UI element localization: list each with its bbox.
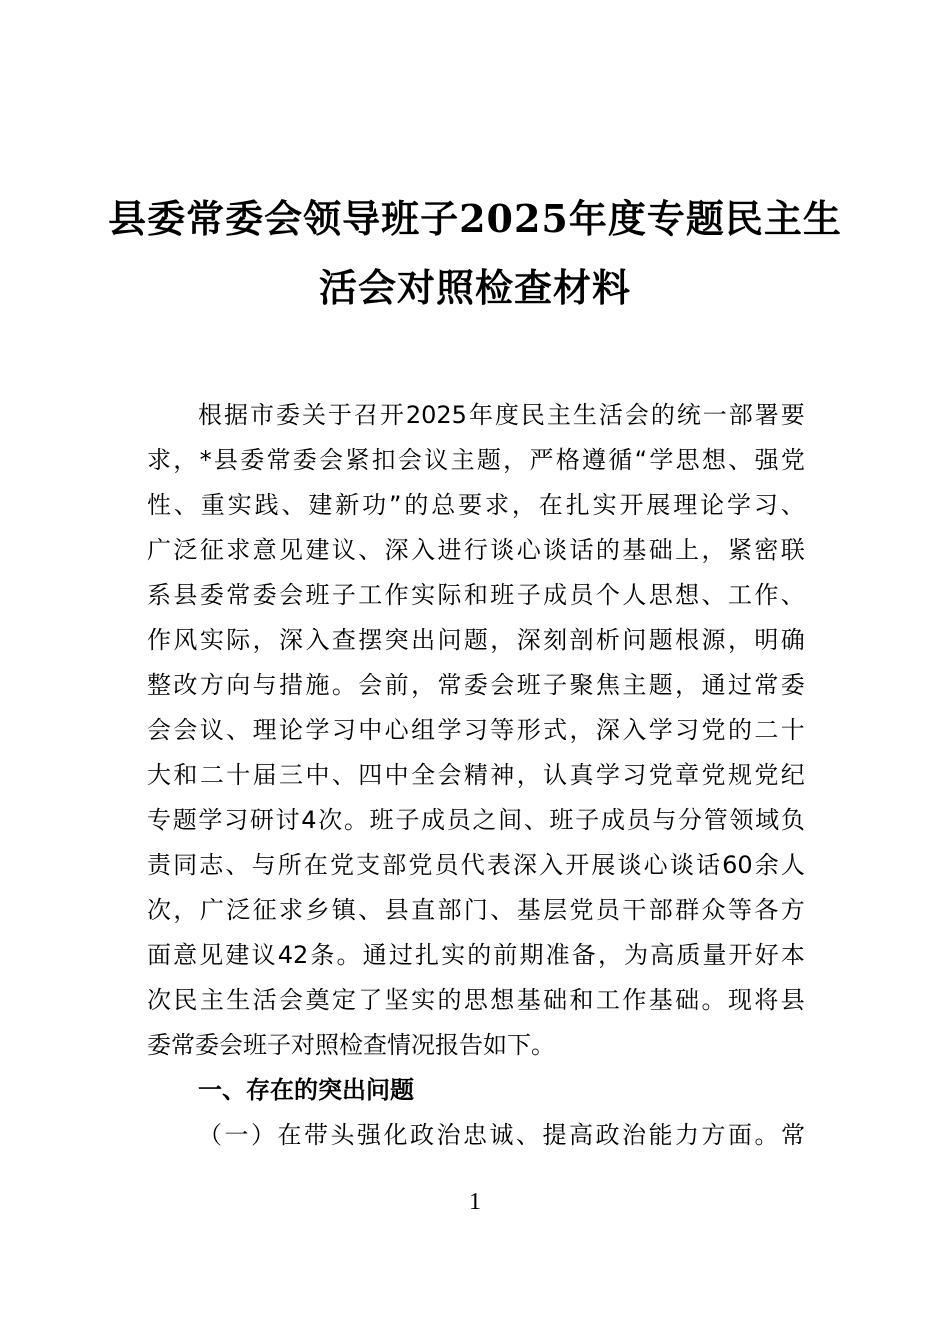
document-body xyxy=(147,393,805,1158)
paragraph-line: 会 会 议 、 理 论 学 习 中 心 组 学 习 等 形 式 ， 深 入 学 习 党 的 二 十 xyxy=(147,716,805,744)
page-number: 1 xyxy=(469,1189,481,1215)
paragraph-line: 委常委会班子对照检查情况报告如下。 xyxy=(147,1031,555,1059)
paragraph-line: 专 题 学 习 研 讨 4 次 。 班 子 成 员 之 间 、 班 子 成 员 与 分 管 领 域 负 xyxy=(147,806,805,834)
paragraph-line: 次 民 主 生 活 会 奠 定 了 坚 实 的 思 想 基 础 和 工 作 基 础 。 现 将 县 xyxy=(147,986,805,1014)
paragraph-line: 根 据 市 委 关 于 召 开 2025 年 度 民 主 生 活 会 的 统 一 部 署 要 xyxy=(198,401,805,429)
paragraph-line: 广 泛 征 求 意 见 建 议 、 深 入 进 行 谈 心 谈 话 的 基 础 上 ， 紧 密 联 xyxy=(147,536,805,564)
paragraph-line: 责 同 志 、 与 所 在 党 支 部 党 员 代 表 深 入 开 展 谈 心 谈 话 60 余 人 xyxy=(147,851,805,879)
subsection-heading: （ 一 ） 在 带 头 强 化 政 治 忠 诚 、 提 高 政 治 能 力 方 面 。 常 xyxy=(198,1121,805,1149)
section-heading: 一、存在的突出问题 xyxy=(198,1076,414,1104)
paragraph-line: 大 和 二 十 届 三 中 、 四 中 全 会 精 神 ， 认 真 学 习 党 章 党 规 党 纪 xyxy=(147,761,805,789)
paragraph-line: 作 风 实 际 ， 深 入 查 摆 突 出 问 题 ， 深 刻 剖 析 问 题 根 源 ， 明 确 xyxy=(147,626,805,654)
document-title-line2: 活会对照检查材料 xyxy=(318,265,631,310)
paragraph-line: 系 县 委 常 委 会 班 子 工 作 实 际 和 班 子 成 员 个 人 思 想 、 工 作 、 xyxy=(147,581,805,609)
document-title-line1: 县委常委会领导班子2025年度专题民主生 xyxy=(108,196,842,241)
paragraph-line: 性 、 重 实 践 、 建 新 功 ” 的 总 要 求 ， 在 扎 实 开 展 理 论 学 习 、 xyxy=(147,491,805,519)
paragraph-line: 求 ， * 县 委 常 委 会 紧 扣 会 议 主 题 ， 严 格 遵 循 “ 学 思 想 、 强 党 xyxy=(147,446,805,474)
paragraph-line: 次 ， 广 泛 征 求 乡 镇 、 县 直 部 门 、 基 层 党 员 干 部 群 众 等 各 方 xyxy=(147,896,805,924)
paragraph-line: 整 改 方 向 与 措 施 。 会 前 ， 常 委 会 班 子 聚 焦 主 题 ， 通 过 常 委 xyxy=(147,671,805,699)
paragraph-line: 面 意 见 建 议 42 条 。 通 过 扎 实 的 前 期 准 备 ， 为 高 质 量 开 好 本 xyxy=(147,941,805,969)
